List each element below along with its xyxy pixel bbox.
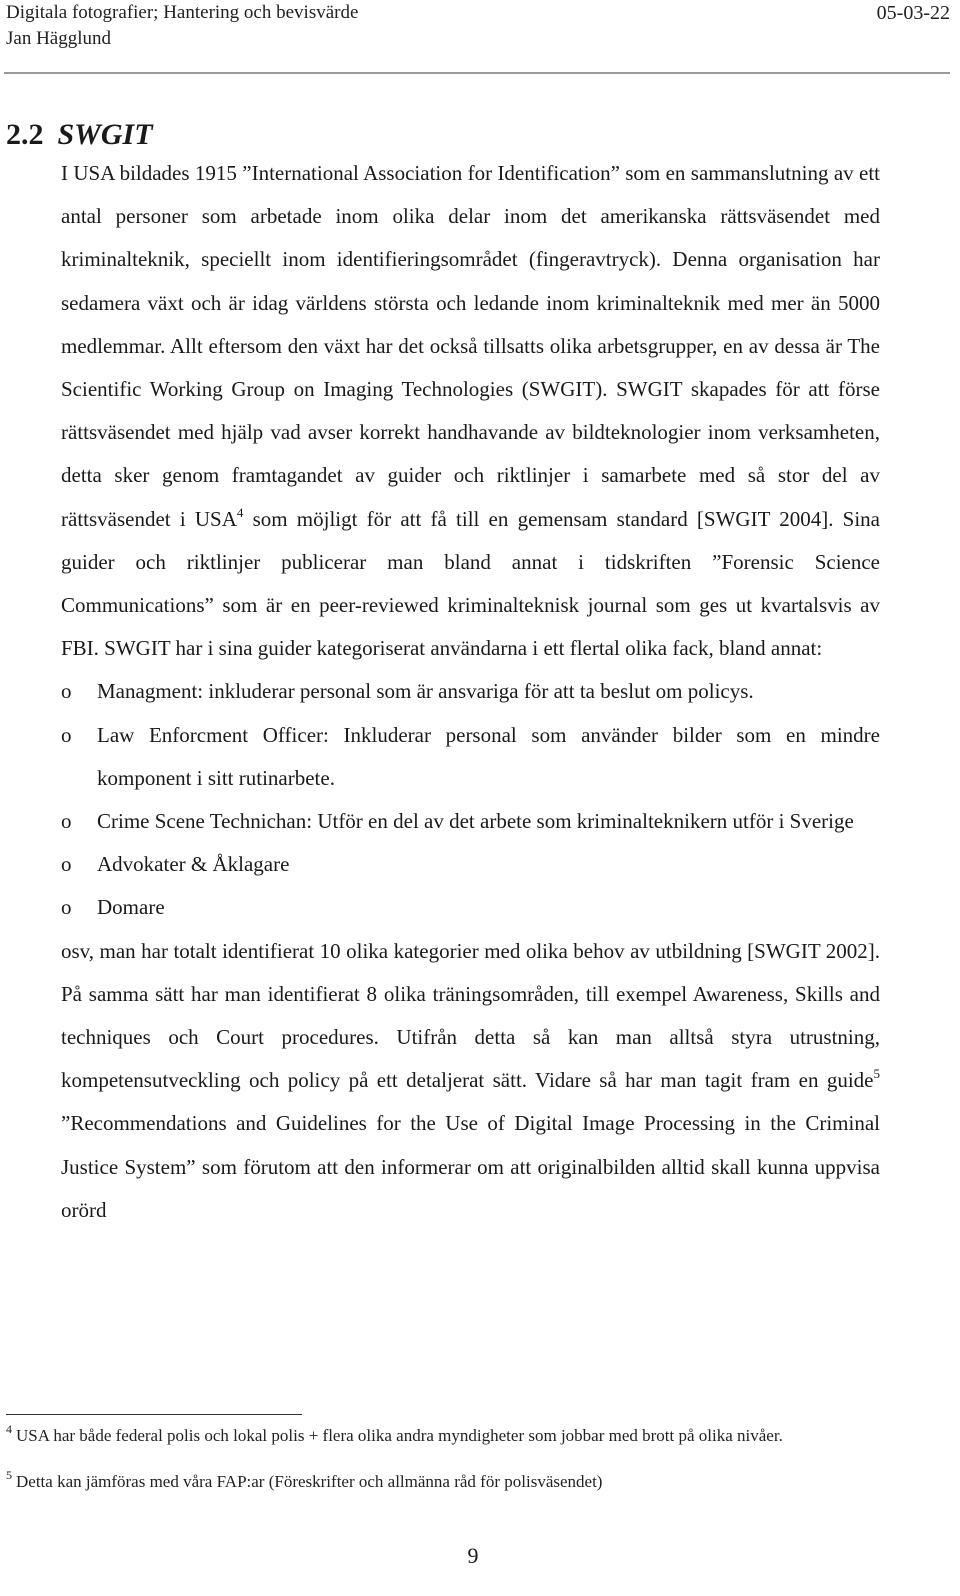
- footnote-divider: [6, 1414, 302, 1415]
- paragraph-1-text-b: som möjligt för att få till en gemensam standard [SWGIT 2004]. Sina guider och riktlinjer publicerar man bland annat i tidskriften ”Forensic Science Communications” som är en peer-reviewed kriminalteknisk journal som ges ut kvartalsvis av FBI. SWGIT har i sina guider kategoriserat användarna i ett flertal olika fack, bland annat:: [61, 506, 880, 661]
- header-row: [6, 0, 950, 26]
- header-author: Jan Hägglund: [6, 28, 112, 49]
- footnote-mark-4: 4: [6, 1422, 12, 1436]
- category-list: [61, 670, 880, 929]
- list-item-text: Advokater & Åklagare: [97, 852, 290, 877]
- section-heading: [6, 115, 153, 155]
- page-number: 9: [467, 1543, 479, 1568]
- list-item: [61, 714, 880, 800]
- bullet-marker: o: [61, 852, 72, 877]
- footnote-4: [6, 1424, 896, 1448]
- list-item-text: Managment: inkluderar personal som är ansvariga för att ta beslut om policys.: [97, 679, 754, 704]
- header-date: 05-03-22: [876, 2, 950, 24]
- section-title: SWGIT: [57, 118, 153, 151]
- page-header: [6, 0, 950, 52]
- footnote-ref-5: 5: [873, 1066, 880, 1082]
- list-item: [61, 670, 880, 713]
- footnote-mark-5: 5: [6, 1468, 12, 1482]
- list-item-text: Law Enforcment Officer: Inkluderar personal som använder bilder som en mindre komponent i sitt rutinarbete.: [97, 722, 880, 790]
- footnote-5-text: Detta kan jämföras med våra FAP:ar (Föreskrifter och allmänna råd för polisväsendet): [16, 1472, 603, 1491]
- paragraph-2: [61, 930, 880, 1232]
- list-item-text: Crime Scene Technichan: Utför en del av det arbete som kriminalteknikern utför i Sverige: [97, 809, 854, 834]
- paragraph-2-text-a: osv, man har totalt identifierat 10 olika kategorier med olika behov av utbildning [SWGIT 2002]. På samma sätt har man identifierat 8 olika träningsområden, till exempel Awareness, Skills and techniques och Court procedures. Utifrån detta så kan man alltså styra utrustning, kompetensutveckling och policy på ett detaljerat sätt. Vidare så har man tagit fram en guide: [61, 938, 880, 1093]
- header-title: Digitala fotografier; Hantering och bevisvärde: [6, 2, 359, 23]
- footnote-ref-4: 4: [236, 504, 244, 520]
- list-item: [61, 886, 880, 929]
- header-divider: [4, 72, 950, 74]
- paragraph-1: [61, 152, 880, 670]
- bullet-marker: o: [61, 722, 72, 747]
- bullet-marker: o: [61, 895, 72, 920]
- paragraph-1-text-a: I USA bildades 1915 ”International Association for Identification” som en sammanslutning av ett antal personer som arbetade inom olika delar inom det amerikanska rättsväsendet med kriminalteknik, speciellt inom identifieringsområdet (fingeravtryck). Denna organisation har sedamera växt och är idag världens största och ledande inom kriminalteknik med mer än 5000 medlemmar. Allt eftersom den växt har det också tillsatts olika arbetsgrupper, en av dessa är The Scientific Working Group on Imaging Technologies (SWGIT). SWGIT skapades för att förse rättsväsendet med hjälp vad avser korrekt handhavande av bildteknologier inom verksamheten, detta sker genom framtagandet av guider och riktlinjer i samarbete med så stor del av rättsväsendet i USA: [61, 161, 880, 531]
- list-item-text: Domare: [97, 895, 165, 920]
- body-text: [61, 152, 880, 1232]
- list-item: [61, 843, 880, 886]
- list-item: [61, 800, 880, 843]
- footnote-5: [6, 1470, 896, 1494]
- footnote-4-text: USA har både federal polis och lokal polis + flera olika andra myndigheter som jobbar med brott på olika nivåer.: [16, 1426, 783, 1445]
- bullet-marker: o: [61, 809, 72, 834]
- section-number: 2.2: [6, 118, 44, 151]
- bullet-marker: o: [61, 679, 72, 704]
- paragraph-2-text-b: ”Recommendations and Guidelines for the Use of Digital Image Processing in the Criminal Justice System” som förutom att den informerar om att originalbilden alltid skall kunna uppvisa orörd: [61, 1111, 880, 1222]
- footnotes: [6, 1424, 896, 1516]
